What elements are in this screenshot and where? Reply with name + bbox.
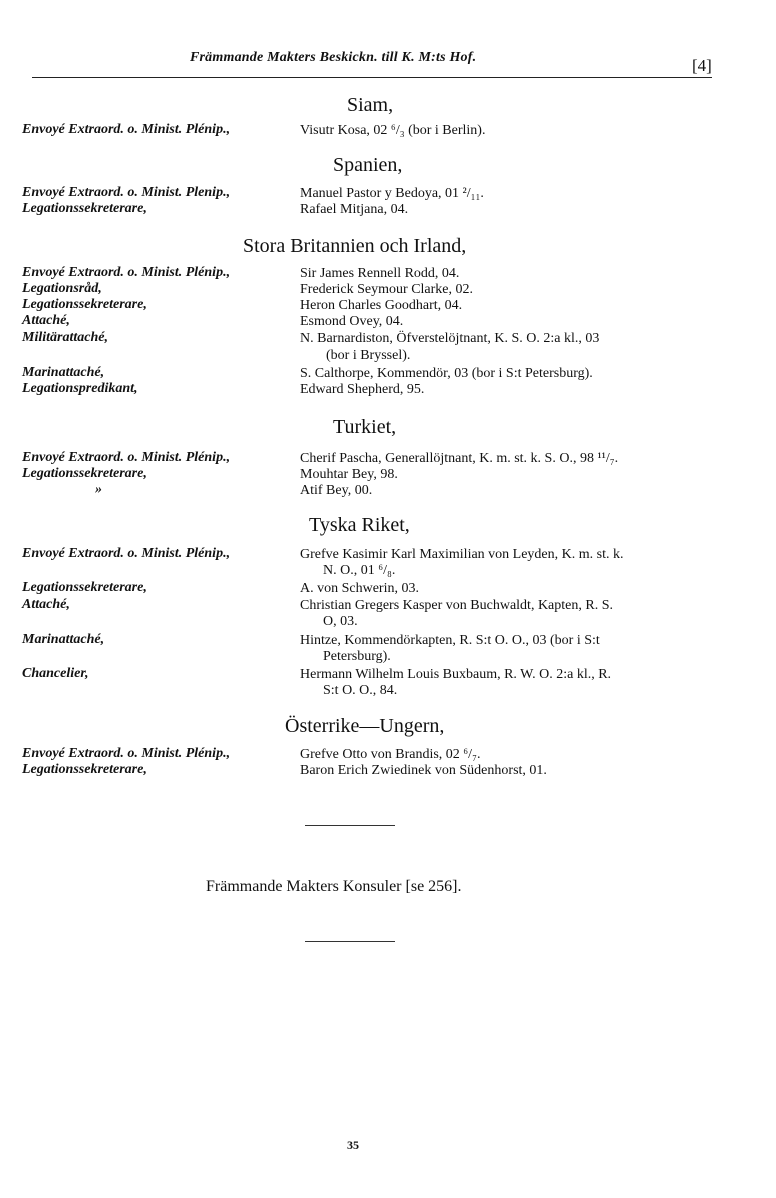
role-label: Legationspredikant, (22, 381, 138, 396)
role-label: Legationssekreterare, (22, 201, 147, 216)
entry-text-continued: S:t O. O., 84. (323, 683, 398, 698)
entry-text: Atif Bey, 00. (300, 483, 373, 498)
country-heading: Tyska Riket, (309, 514, 410, 536)
role-label: Legationssekreterare, (22, 297, 147, 312)
folio-number: 35 (347, 1138, 359, 1152)
entry-text: Hermann Wilhelm Louis Buxbaum, R. W. O. 2:a kl., R. (300, 667, 612, 682)
entry-text: S. Calthorpe, Kommendör, 03 (bor i S:t Petersburg). (300, 366, 593, 381)
entry-text: Grefve Otto von Brandis, 02 ⁶/₇. (300, 747, 481, 762)
ditto-mark: » (95, 482, 102, 497)
role-label: Militärattaché, (22, 330, 108, 345)
entry-text: Sir James Rennell Rodd, 04. (300, 266, 460, 281)
entry-text: Rafael Mitjana, 04. (300, 202, 409, 217)
role-label: Envoyé Extraord. o. Minist. Plénip., (22, 265, 231, 280)
role-label: Legationssekreterare, (22, 762, 147, 777)
country-heading: Turkiet, (333, 416, 397, 438)
entry-text: Heron Charles Goodhart, 04. (300, 298, 463, 313)
role-label: Attaché, (22, 313, 70, 328)
entry-text: Christian Gregers Kasper von Buchwaldt, Kapten, R. S. (300, 598, 613, 613)
role-label: Envoyé Extraord. o. Minist. Plénip., (22, 546, 231, 561)
entry-text: Grefve Kasimir Karl Maximilian von Leyden, K. m. st. k. (300, 547, 624, 562)
entry-text-continued: Petersburg). (323, 649, 391, 664)
role-label: Attaché, (22, 597, 70, 612)
role-label: Envoyé Extraord. o. Minist. Plénip., (22, 122, 231, 137)
role-label: Legationsråd, (22, 281, 102, 296)
role-label: Chancelier, (22, 666, 89, 681)
country-heading: Spanien, (333, 154, 403, 176)
section-divider (305, 941, 395, 942)
running-header: Främmande Makters Beskickn. till K. M:ts Hof. (190, 50, 477, 65)
role-label: Legationssekreterare, (22, 580, 147, 595)
entry-text: Edward Shepherd, 95. (300, 382, 425, 397)
entry-text: Cherif Pascha, Generallöjtnant, K. m. st. k. S. O., 98 ¹¹/₇. (300, 451, 619, 466)
page-number: [4] (692, 56, 712, 75)
consuls-reference: Främmande Makters Konsuler [se 256]. (206, 878, 462, 895)
entry-text: Hintze, Kommendörkapten, R. S:t O. O., 03 (bor i S:t (300, 633, 600, 648)
entry-text-continued: (bor i Bryssel). (326, 348, 411, 363)
header-rule (32, 77, 712, 78)
entry-text: Manuel Pastor y Bedoya, 01 ²/₁₁. (300, 186, 484, 201)
entry-text: Frederick Seymour Clarke, 02. (300, 282, 474, 297)
role-label: Envoyé Extraord. o. Minist. Plénip., (22, 450, 231, 465)
entry-text: Esmond Ovey, 04. (300, 314, 404, 329)
role-label: Legationssekreterare, (22, 466, 147, 481)
country-heading: Österrike—Ungern, (285, 715, 445, 737)
entry-text-continued: O, 03. (323, 614, 358, 629)
role-label: Marinattaché, (22, 632, 105, 647)
country-heading: Stora Britannien och Irland, (243, 235, 467, 257)
entry-text-continued: N. O., 01 ⁶/₈. (323, 563, 396, 578)
role-label: Envoyé Extraord. o. Minist. Plenip., (22, 185, 231, 200)
role-label: Marinattaché, (22, 365, 105, 380)
country-heading: Siam, (347, 94, 394, 116)
entry-text: Baron Erich Zwiedinek von Südenhorst, 01. (300, 763, 547, 778)
entry-text: Mouhtar Bey, 98. (300, 467, 398, 482)
entry-text: N. Barnardiston, Öfverstelöjtnant, K. S. O. 2:a kl., 03 (300, 331, 600, 346)
entry-text: Visutr Kosa, 02 ⁶/₃ (bor i Berlin). (300, 123, 486, 138)
section-divider (305, 825, 395, 826)
entry-text: A. von Schwerin, 03. (300, 581, 419, 596)
role-label: Envoyé Extraord. o. Minist. Plénip., (22, 746, 231, 761)
